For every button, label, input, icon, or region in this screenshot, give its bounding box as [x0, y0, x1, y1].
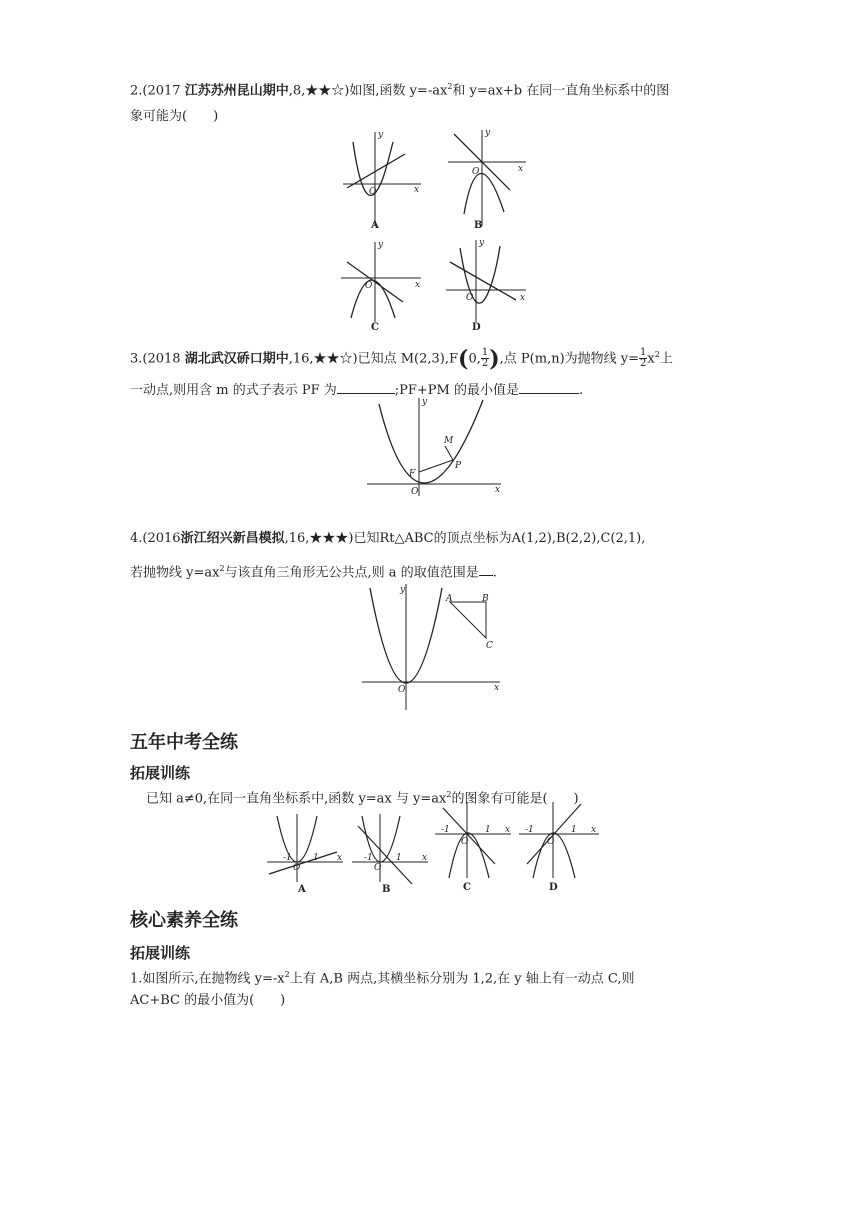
option-d-label: D — [549, 882, 558, 893]
axis-x-label: x — [337, 853, 343, 863]
option-d-label: D — [472, 322, 481, 333]
origin-label: O — [398, 685, 406, 695]
origin-label: O — [293, 863, 301, 873]
q2-line-1: 2.(2017 江苏苏州昆山期中,8,★★☆)如图,函数 $y=-ax^2$和 y=ax+b 在同一直角坐标系中的图 — [130, 82, 670, 99]
origin-label: O — [411, 487, 419, 497]
section2-question-line-2: AC+BC 的最小值为( ) — [130, 993, 286, 1008]
tick-pos1: 1 — [313, 853, 319, 863]
tick-pos1: 1 — [571, 825, 577, 835]
q2-graph-b — [440, 126, 530, 236]
section1-graph-d — [517, 800, 603, 896]
origin-label: O — [365, 281, 373, 291]
option-c-label: C — [371, 322, 379, 333]
axis-y-label: y — [378, 240, 384, 250]
axis-y-label: y — [479, 238, 485, 248]
option-b-label: B — [382, 884, 391, 895]
origin-label: O — [374, 863, 382, 873]
q3-fraction-half: $\frac{1}{2}$ — [481, 347, 489, 370]
q3-graph — [365, 396, 505, 500]
q3-line-1: 3.(2018 湖北武汉硚口期中,16,★★☆)已知点 M(2,3),F(0, $\frac{1}{2}$ ),点 P(m,n)为抛物线 y= $\frac{1}{2}$ $x^2$上 — [130, 345, 673, 372]
q4-line-2: 若抛物线 $y=ax^2$与该直角三角形无公共点,则 a 的取值范围是 . — [130, 564, 497, 581]
q3-source: 湖北武汉硚口期中 — [184, 351, 289, 367]
q3-blank-1[interactable] — [337, 380, 395, 394]
axis-y-label: y — [422, 397, 428, 407]
axis-x-label: x — [495, 485, 501, 495]
q3-fraction-half-2: $\frac{1}{2}$ — [640, 347, 647, 370]
q3-line-2: 一动点,则用含 m 的式子表示 PF 为 ;PF+PM 的最小值是 . — [130, 380, 583, 400]
axis-x-label: x — [415, 280, 421, 290]
point-a-label: A — [446, 594, 453, 604]
axis-x-label: x — [520, 293, 526, 303]
q2-graph-c — [335, 236, 425, 336]
option-a-label: A — [298, 884, 306, 895]
axis-x-label: x — [518, 164, 524, 174]
q2-source: 江苏苏州昆山期中 — [184, 83, 289, 99]
tick-neg1: -1 — [364, 853, 373, 863]
q4-blank[interactable] — [479, 562, 493, 576]
option-c-label: C — [463, 882, 471, 893]
q3-blank-2[interactable] — [519, 380, 579, 394]
tick-pos1: 1 — [396, 853, 402, 863]
section-subtitle-extension: 拓展训练 — [130, 764, 191, 782]
point-c-label: C — [486, 641, 493, 651]
section-title-core-literacy: 核心素养全练 — [130, 910, 238, 931]
axis-x-label: x — [414, 185, 420, 195]
origin-label: O — [472, 167, 480, 177]
axis-x-label: x — [591, 825, 597, 835]
origin-label: O — [466, 293, 474, 303]
section1-question: 已知 a≠0,在同一直角坐标系中,函数 y=ax 与 $y=ax^2$的图象有可能是( ) — [146, 790, 579, 807]
option-a-label: A — [371, 220, 379, 231]
point-p-label: P — [455, 461, 462, 471]
section2-question-line-1: 1.如图所示,在抛物线 $y=-x^2$上有 A,B 两点,其横坐标分别为 1,2,在 y 轴上有一动点 C,则 — [130, 970, 635, 987]
q2-line-2: 象可能为( ) — [130, 109, 219, 124]
point-m-label: M — [444, 436, 454, 446]
point-f-label: F — [409, 469, 416, 479]
tick-neg1: -1 — [525, 825, 534, 835]
axis-y-label: y — [400, 585, 406, 595]
q4-graph — [360, 582, 504, 714]
q2-graph-d — [440, 236, 530, 336]
origin-label: O — [369, 187, 377, 197]
q4-source: 浙江绍兴新昌模拟 — [180, 531, 285, 546]
section1-graph-b — [350, 812, 432, 894]
section1-graph-a — [265, 812, 347, 894]
origin-label: O — [547, 837, 555, 847]
tick-pos1: 1 — [485, 825, 491, 835]
q4-line-1: 4.(2016浙江绍兴新昌模拟,16,★★★)已知Rt△ABC的顶点坐标为A(1,2),B(2,2),C(2,1), — [130, 531, 646, 546]
tick-neg1: -1 — [441, 825, 450, 835]
axis-x-label: x — [422, 853, 428, 863]
option-b-label: B — [474, 220, 483, 231]
section2-subtitle: 拓展训练 — [130, 944, 191, 962]
section1-graph-c — [433, 800, 515, 896]
section-title-five-year: 五年中考全练 — [130, 732, 238, 753]
axis-y-label: y — [485, 128, 491, 138]
axis-y-label: y — [378, 130, 384, 140]
origin-label: O — [461, 837, 469, 847]
axis-x-label: x — [505, 825, 511, 835]
axis-x-label: x — [494, 683, 500, 693]
q2-graph-a — [335, 126, 425, 236]
point-b-label: B — [482, 594, 489, 604]
tick-neg1: -1 — [283, 853, 292, 863]
